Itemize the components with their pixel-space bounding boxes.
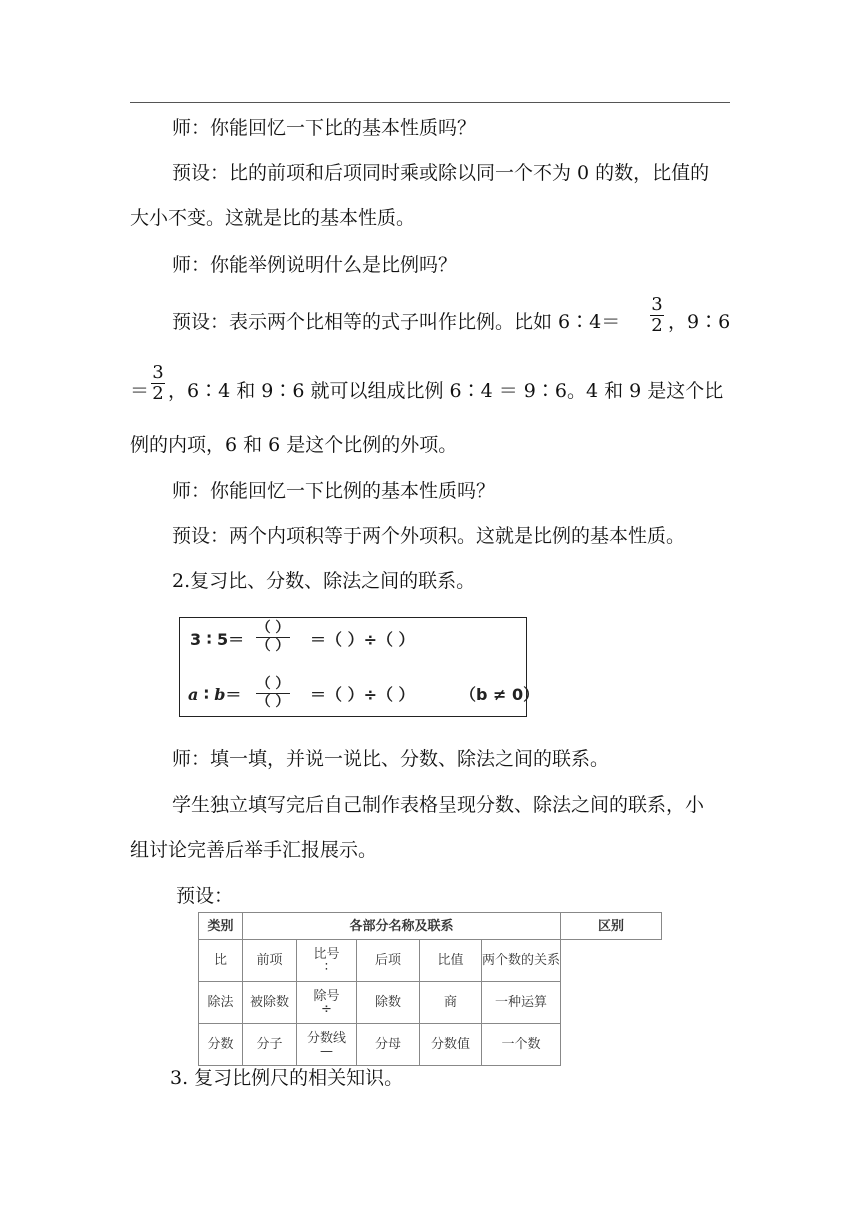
table-cell: 除号 ÷ [297,982,357,1024]
preset-answer-3: 预设：两个内项积等于两个外项积。这就是比例的基本性质。 [172,525,686,547]
table-cell: 分母 [357,1024,420,1066]
equals-sign: ＝ [130,380,150,402]
table-cell: 分数线 — [297,1024,357,1066]
box-row2-right: ＝（ ）÷（ ） [310,685,415,704]
box-row1-right: ＝（ ）÷（ ） [310,630,415,649]
table-cell: 商 [420,982,482,1024]
preset-answer-2-end: 例的内项，6 和 6 是这个比例的外项。 [130,434,458,456]
preset-label: 预设： [176,885,234,907]
table-cell: 分数 [199,1024,243,1066]
teacher-instruction: 师：填一填，并说一说比、分数、除法之间的联系。 [172,748,610,770]
table-cell: 分数值 [420,1024,482,1066]
table-cell: 比值 [420,940,482,982]
table-row [199,982,662,1024]
table-header-cell: 区别 [561,913,662,940]
teacher-question-2: 师：你能举例说明什么是比例吗？ [172,254,458,276]
table-cell: 除法 [199,982,243,1024]
table-row [199,940,662,982]
student-activity-cont: 组讨论完善后举手汇报展示。 [130,839,378,861]
table-header-row [199,913,662,940]
preset-answer-2-cont: ，6∶4 和 9∶6 就可以组成比例 6∶4 ＝ 9∶6。4 和 9 是这个比 [168,380,724,402]
student-activity: 学生独立填写完后自己制作表格呈现分数、除法之间的联系，小 [172,794,705,816]
preset-answer-2-tail: ，9∶6 [668,311,731,333]
table-header-cell: 类别 [199,913,243,940]
box-row1-fraction: （ ） （ ） [256,620,290,654]
fraction-3-2-b: 3 2 [152,362,164,404]
comparison-table [198,912,662,1066]
fill-in-box [179,617,540,717]
section-heading-2: 2.复习比、分数、除法之间的联系。 [172,570,476,592]
table-cell: 后项 [357,940,420,982]
teacher-question-3: 师：你能回忆一下比例的基本性质吗？ [172,480,496,502]
preset-answer-1-cont: 大小不变。这就是比的基本性质。 [130,207,416,229]
table-header-cell: 各部分名称及联系 [243,913,561,940]
table-cell: 前项 [243,940,297,982]
table-row [199,1024,662,1066]
table-cell: 除数 [357,982,420,1024]
table-cell: 一个数 [482,1024,561,1066]
fraction-3-2-a: 3 2 [651,294,663,336]
table-cell: 被除数 [243,982,297,1024]
header-rule [130,102,730,103]
table-cell: 比 [199,940,243,982]
preset-answer-2: 预设：表示两个比相等的式子叫作比例。比如 6∶4＝ [172,311,621,333]
box-row2-condition: （b ≠ 0） [460,685,540,704]
table-cell: 两个数的关系 [482,940,561,982]
teacher-question-1: 师：你能回忆一下比的基本性质吗？ [172,117,477,139]
section-heading-3: 3. 复习比例尺的相关知识。 [170,1067,404,1089]
table-cell: 一种运算 [482,982,561,1024]
box-row2-left: a ∶ b＝ [188,685,242,704]
table-cell: 比号 ∶ [297,940,357,982]
box-row2-fraction: （ ） （ ） [256,676,290,710]
box-row1-left: 3 ∶ 5＝ [190,630,245,649]
table-cell: 分子 [243,1024,297,1066]
preset-answer-1: 预设：比的前项和后项同时乘或除以同一个不为 0 的数，比值的 [172,162,710,184]
